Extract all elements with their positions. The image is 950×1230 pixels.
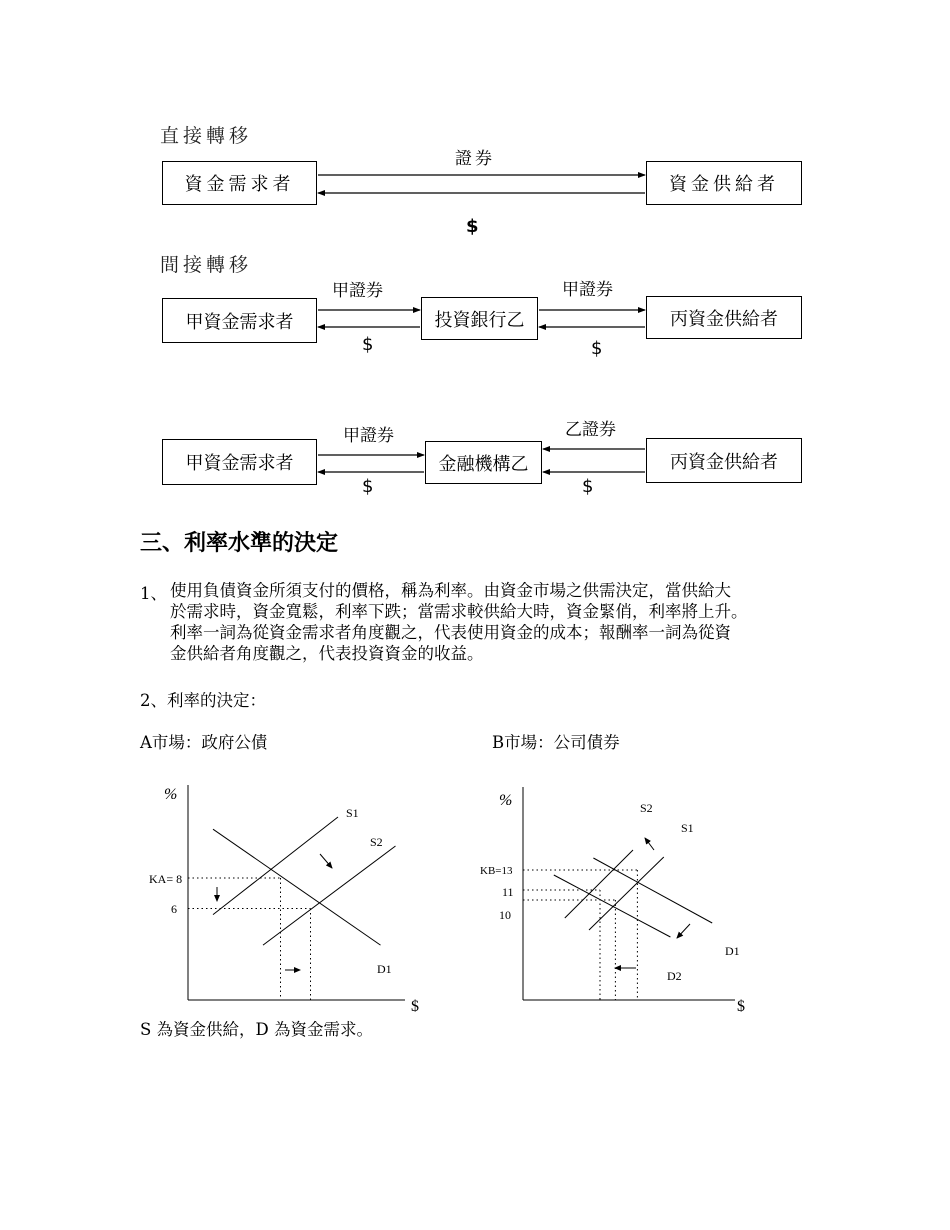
chart-a-shift-arrow-supply — [320, 854, 332, 868]
row2-financial-institution-box: 金融機構乙 — [425, 441, 542, 484]
direct-money-label: $ — [466, 216, 479, 237]
chart-a-label-s2: S2 — [370, 835, 383, 849]
chart-b-shift-arrow-supply — [645, 838, 654, 850]
chart-a-xlabel: $ — [411, 998, 419, 1015]
row2-right-securities-label: 乙證券 — [565, 420, 616, 440]
chart-b-ylabel: % — [499, 792, 513, 809]
chart-a-ytick-1: 6 — [171, 902, 177, 916]
row1-supplier-box: 丙資金供給者 — [646, 296, 802, 339]
chart-b-label-d1: D1 — [725, 944, 740, 958]
chart-a-line-s1 — [213, 817, 338, 915]
chart-b-ytick-0: KB=13 — [480, 865, 513, 877]
footer-note: S 為資金供給，D 為資金需求。 — [140, 1020, 374, 1039]
direct-securities-label: 證券 — [455, 149, 495, 169]
direct-transfer-heading: 直接轉移 — [160, 125, 253, 147]
row1-left-money-label: $ — [362, 334, 374, 355]
chart-a-ylabel: % — [164, 786, 178, 803]
item1-line-2: 於需求時，資金寬鬆，利率下跌；當需求較供給大時，資金緊俏，利率將上升。 — [170, 602, 748, 621]
row1-left-securities-label: 甲證券 — [332, 281, 383, 301]
row2-left-securities-label: 甲證券 — [343, 426, 394, 446]
chart-b-label-s2: S2 — [640, 801, 653, 815]
item2-text: 2、利率的決定： — [140, 691, 266, 710]
chart-a-label-s1: S1 — [346, 806, 359, 820]
indirect-transfer-heading: 間接轉移 — [160, 254, 253, 276]
chart-b-label-d2: D2 — [667, 969, 682, 983]
item1-line-1: 使用負債資金所須支付的價格，稱為利率。由資金市場之供需決定，當供給大 — [170, 581, 731, 600]
chart-a-ytick-0: KA= 8 — [149, 872, 183, 886]
chart-b-line-d2 — [554, 875, 671, 937]
chart-b-shift-arrow-demand — [677, 924, 690, 938]
row1-investment-bank-box: 投資銀行乙 — [421, 297, 538, 340]
chart-a-line-d1 — [213, 829, 381, 945]
chart-b — [480, 787, 745, 1015]
row1-right-securities-label: 甲證券 — [562, 280, 613, 300]
row1-right-money-label: $ — [591, 338, 603, 359]
chart-b-label-s1: S1 — [681, 821, 694, 835]
row2-left-money-label: $ — [362, 476, 374, 497]
chart-b-ytick-2: 10 — [499, 908, 511, 922]
row2-supplier-box: 丙資金供給者 — [646, 438, 802, 483]
item1-line-3: 利率一詞為從資金需求者角度觀之，代表使用資金的成本；報酬率一詞為從資 — [170, 623, 731, 642]
chart-b-xlabel: $ — [737, 998, 745, 1015]
section-title: 三、利率水準的決定 — [140, 530, 339, 556]
row2-right-money-label: $ — [582, 476, 594, 497]
row1-demander-box: 甲資金需求者 — [162, 298, 317, 343]
item1-line-4: 金供給者角度觀之，代表投資資金的收益。 — [170, 644, 484, 663]
direct-demander-box: 資金需求者 — [162, 161, 317, 205]
chart-b-ytick-1: 11 — [502, 885, 514, 899]
chart-a — [149, 785, 419, 1015]
chart-a-line-s2 — [263, 846, 396, 945]
chart-b-line-s1 — [589, 857, 664, 930]
direct-supplier-box: 資金供給者 — [646, 161, 802, 205]
chart-a-label-d1: D1 — [377, 962, 392, 976]
item1-number: 1、 — [140, 584, 167, 603]
chart-b-line-s2 — [565, 850, 633, 918]
row2-demander-box: 甲資金需求者 — [162, 439, 317, 485]
market-b-label: B市場：公司債券 — [492, 733, 620, 752]
market-a-label: A市場：政府公債 — [140, 733, 268, 752]
